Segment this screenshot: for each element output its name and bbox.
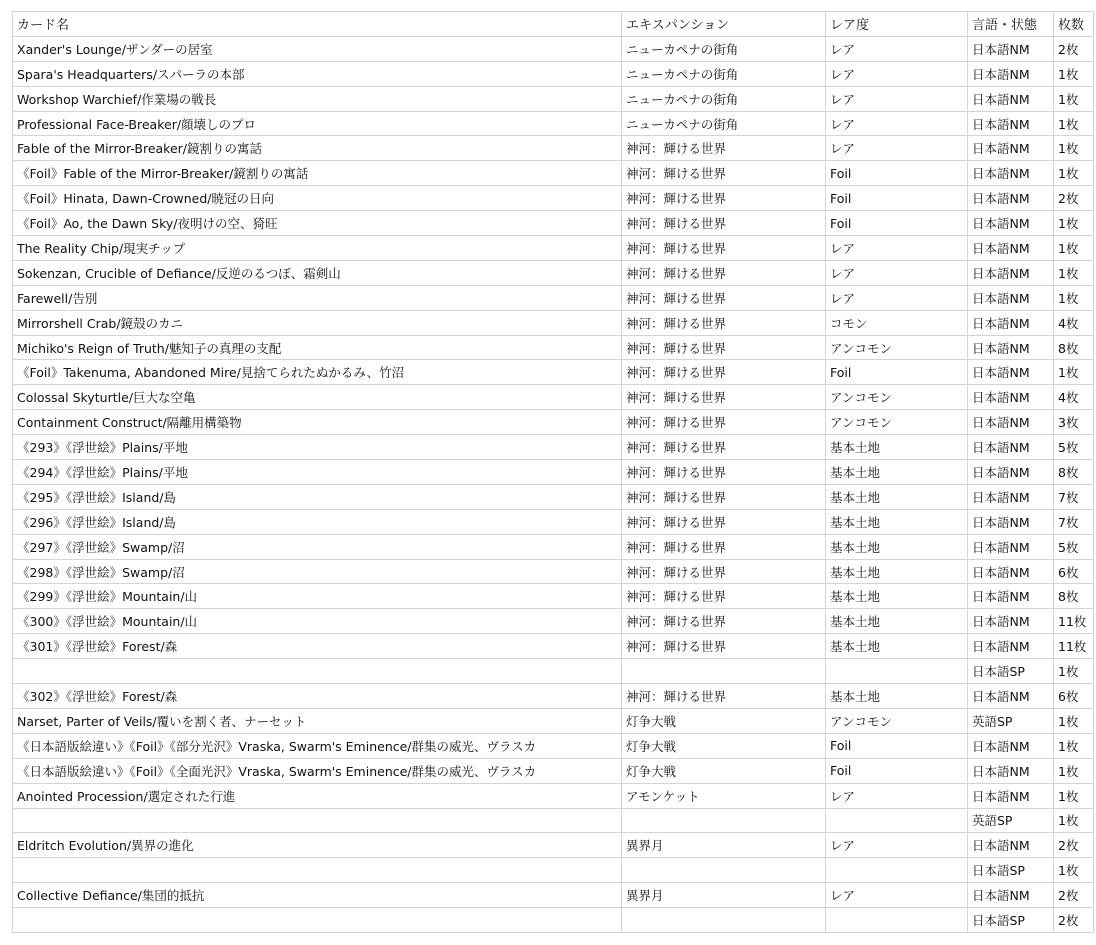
cell-rarity[interactable]: 基本土地 <box>826 460 968 485</box>
table-row <box>13 783 1094 808</box>
table-row <box>13 460 1094 485</box>
cell-language-condition[interactable]: 日本語NM <box>968 584 1054 609</box>
cell-rarity[interactable]: レア <box>826 61 968 86</box>
table-row <box>13 236 1094 261</box>
table-row <box>13 708 1094 733</box>
cell-quantity[interactable]: 2枚 <box>1054 186 1094 211</box>
cell-expansion[interactable] <box>622 908 826 933</box>
cell-rarity[interactable]: レア <box>826 86 968 111</box>
table-row <box>13 260 1094 285</box>
cell-card-name[interactable]: 《Foil》Fable of the Mirror-Breaker/鏡割りの寓話 <box>13 161 622 186</box>
header-expansion[interactable]: エキスパンション <box>622 12 826 37</box>
cell-rarity[interactable]: 基本土地 <box>826 534 968 559</box>
cell-expansion[interactable]: 神河：輝ける世界 <box>622 609 826 634</box>
cell-rarity[interactable]: レア <box>826 260 968 285</box>
cell-expansion[interactable]: アモンケット <box>622 783 826 808</box>
table-row <box>13 908 1094 933</box>
cell-quantity[interactable]: 5枚 <box>1054 435 1094 460</box>
cell-card-name[interactable]: Sokenzan, Crucible of Defiance/反逆のるつぼ、霜剣山 <box>13 260 622 285</box>
cell-card-name[interactable]: 《300》《浮世絵》Mountain/山 <box>13 609 622 634</box>
table-row <box>13 584 1094 609</box>
cell-card-name[interactable]: Eldritch Evolution/異界の進化 <box>13 833 622 858</box>
cell-expansion[interactable]: 神河：輝ける世界 <box>622 236 826 261</box>
cell-quantity[interactable]: 1枚 <box>1054 136 1094 161</box>
cell-rarity[interactable]: アンコモン <box>826 385 968 410</box>
cell-quantity[interactable]: 7枚 <box>1054 509 1094 534</box>
table-row <box>13 111 1094 136</box>
table-row <box>13 360 1094 385</box>
cell-rarity[interactable]: 基本土地 <box>826 684 968 709</box>
cell-card-name[interactable]: Containment Construct/隔離用構築物 <box>13 410 622 435</box>
cell-card-name[interactable]: 《Foil》Ao, the Dawn Sky/夜明けの空、猗旺 <box>13 211 622 236</box>
cell-language-condition[interactable]: 日本語NM <box>968 36 1054 61</box>
cell-rarity[interactable]: レア <box>826 111 968 136</box>
table-row <box>13 634 1094 659</box>
cell-quantity[interactable]: 1枚 <box>1054 360 1094 385</box>
cell-quantity[interactable]: 1枚 <box>1054 211 1094 236</box>
cell-card-name[interactable]: Farewell/告別 <box>13 285 622 310</box>
cell-expansion[interactable]: ニューカペナの街角 <box>622 36 826 61</box>
cell-quantity[interactable]: 11枚 <box>1054 609 1094 634</box>
cell-rarity[interactable]: アンコモン <box>826 708 968 733</box>
cell-quantity[interactable]: 3枚 <box>1054 410 1094 435</box>
header-language-condition[interactable]: 言語・状態 <box>968 12 1054 37</box>
cell-language-condition[interactable]: 日本語NM <box>968 161 1054 186</box>
cell-language-condition[interactable]: 日本語NM <box>968 758 1054 783</box>
cell-expansion[interactable]: 神河：輝ける世界 <box>622 186 826 211</box>
cell-rarity[interactable]: 基本土地 <box>826 634 968 659</box>
table-row <box>13 534 1094 559</box>
card-list-table <box>12 11 1094 933</box>
header-card-name[interactable]: カード名 <box>13 12 622 37</box>
cell-language-condition[interactable]: 日本語NM <box>968 86 1054 111</box>
cell-quantity[interactable]: 2枚 <box>1054 833 1094 858</box>
cell-quantity[interactable]: 11枚 <box>1054 634 1094 659</box>
cell-quantity[interactable]: 1枚 <box>1054 111 1094 136</box>
cell-expansion[interactable]: 異界月 <box>622 883 826 908</box>
cell-expansion[interactable]: 神河：輝ける世界 <box>622 360 826 385</box>
cell-language-condition[interactable]: 日本語NM <box>968 783 1054 808</box>
table-row <box>13 733 1094 758</box>
cell-rarity[interactable]: Foil <box>826 211 968 236</box>
table-row <box>13 61 1094 86</box>
cell-card-name[interactable]: Spara's Headquarters/スパーラの本部 <box>13 61 622 86</box>
cell-language-condition[interactable]: 日本語NM <box>968 136 1054 161</box>
cell-card-name[interactable]: 《297》《浮世絵》Swamp/沼 <box>13 534 622 559</box>
cell-expansion[interactable] <box>622 858 826 883</box>
cell-expansion[interactable]: 灯争大戦 <box>622 733 826 758</box>
cell-language-condition[interactable]: 日本語NM <box>968 310 1054 335</box>
cell-quantity[interactable]: 1枚 <box>1054 783 1094 808</box>
cell-quantity[interactable]: 1枚 <box>1054 86 1094 111</box>
table-row <box>13 883 1094 908</box>
cell-quantity[interactable]: 6枚 <box>1054 559 1094 584</box>
cell-rarity[interactable]: 基本土地 <box>826 435 968 460</box>
cell-language-condition[interactable]: 日本語NM <box>968 410 1054 435</box>
cell-rarity[interactable] <box>826 858 968 883</box>
cell-card-name[interactable]: 《301》《浮世絵》Forest/森 <box>13 634 622 659</box>
cell-language-condition[interactable]: 日本語NM <box>968 435 1054 460</box>
cell-rarity[interactable] <box>826 808 968 833</box>
cell-card-name[interactable]: Xander's Lounge/ザンダーの居室 <box>13 36 622 61</box>
cell-rarity[interactable]: Foil <box>826 758 968 783</box>
cell-expansion[interactable]: 神河：輝ける世界 <box>622 410 826 435</box>
cell-language-condition[interactable]: 日本語NM <box>968 111 1054 136</box>
cell-expansion[interactable]: 灯争大戦 <box>622 708 826 733</box>
cell-expansion[interactable]: 神河：輝ける世界 <box>622 534 826 559</box>
table-row <box>13 285 1094 310</box>
cell-expansion[interactable]: 灯争大戦 <box>622 758 826 783</box>
cell-rarity[interactable]: レア <box>826 36 968 61</box>
cell-expansion[interactable]: 神河：輝ける世界 <box>622 435 826 460</box>
cell-card-name[interactable]: 《Foil》Hinata, Dawn-Crowned/暁冠の日向 <box>13 186 622 211</box>
table-row <box>13 659 1094 684</box>
cell-rarity[interactable]: Foil <box>826 733 968 758</box>
cell-quantity[interactable]: 4枚 <box>1054 385 1094 410</box>
cell-quantity[interactable]: 8枚 <box>1054 584 1094 609</box>
cell-language-condition[interactable]: 英語SP <box>968 708 1054 733</box>
cell-rarity[interactable]: レア <box>826 136 968 161</box>
cell-card-name[interactable]: Professional Face-Breaker/顔壊しのプロ <box>13 111 622 136</box>
table-row <box>13 509 1094 534</box>
cell-expansion[interactable]: 異界月 <box>622 833 826 858</box>
cell-language-condition[interactable]: 日本語NM <box>968 609 1054 634</box>
cell-card-name[interactable]: 《302》《浮世絵》Forest/森 <box>13 684 622 709</box>
cell-language-condition[interactable]: 日本語NM <box>968 211 1054 236</box>
table-row <box>13 858 1094 883</box>
table-row <box>13 36 1094 61</box>
cell-expansion[interactable]: 神河：輝ける世界 <box>622 211 826 236</box>
table-row <box>13 758 1094 783</box>
cell-card-name[interactable]: Colossal Skyturtle/巨大な空亀 <box>13 385 622 410</box>
cell-card-name[interactable]: 《日本語版絵違い》《Foil》《全面光沢》Vraska, Swarm's Eminence/群集の威光、ヴラスカ <box>13 758 622 783</box>
table-row <box>13 186 1094 211</box>
cell-expansion[interactable]: 神河：輝ける世界 <box>622 559 826 584</box>
cell-expansion[interactable] <box>622 808 826 833</box>
table-row <box>13 211 1094 236</box>
cell-quantity[interactable]: 4枚 <box>1054 310 1094 335</box>
header-quantity[interactable]: 枚数 <box>1054 12 1094 37</box>
cell-card-name[interactable]: 《日本語版絵違い》《Foil》《部分光沢》Vraska, Swarm's Eminence/群集の威光、ヴラスカ <box>13 733 622 758</box>
cell-language-condition[interactable]: 日本語NM <box>968 285 1054 310</box>
cell-language-condition[interactable]: 日本語NM <box>968 733 1054 758</box>
cell-quantity[interactable]: 1枚 <box>1054 161 1094 186</box>
cell-language-condition[interactable]: 日本語NM <box>968 385 1054 410</box>
cell-quantity[interactable]: 1枚 <box>1054 708 1094 733</box>
cell-language-condition[interactable]: 日本語NM <box>968 236 1054 261</box>
cell-language-condition[interactable]: 日本語NM <box>968 534 1054 559</box>
cell-expansion[interactable]: 神河：輝ける世界 <box>622 584 826 609</box>
cell-card-name[interactable]: Fable of the Mirror-Breaker/鏡割りの寓話 <box>13 136 622 161</box>
cell-quantity[interactable]: 1枚 <box>1054 808 1094 833</box>
cell-rarity[interactable]: 基本土地 <box>826 609 968 634</box>
cell-language-condition[interactable]: 日本語NM <box>968 883 1054 908</box>
cell-card-name[interactable] <box>13 808 622 833</box>
cell-expansion[interactable]: 神河：輝ける世界 <box>622 460 826 485</box>
cell-card-name[interactable]: 《Foil》Takenuma, Abandoned Mire/見捨てられたぬかるみ、竹沼 <box>13 360 622 385</box>
cell-expansion[interactable]: 神河：輝ける世界 <box>622 260 826 285</box>
cell-card-name[interactable]: 《299》《浮世絵》Mountain/山 <box>13 584 622 609</box>
cell-card-name[interactable] <box>13 659 622 684</box>
table-row <box>13 335 1094 360</box>
cell-quantity[interactable]: 1枚 <box>1054 659 1094 684</box>
cell-rarity[interactable]: 基本土地 <box>826 584 968 609</box>
cell-language-condition[interactable]: 日本語NM <box>968 684 1054 709</box>
cell-quantity[interactable]: 1枚 <box>1054 61 1094 86</box>
cell-card-name[interactable]: Michiko's Reign of Truth/魅知子の真理の支配 <box>13 335 622 360</box>
cell-language-condition[interactable]: 日本語SP <box>968 908 1054 933</box>
cell-expansion[interactable]: 神河：輝ける世界 <box>622 310 826 335</box>
cell-rarity[interactable]: アンコモン <box>826 410 968 435</box>
table-row <box>13 833 1094 858</box>
cell-language-condition[interactable]: 日本語NM <box>968 260 1054 285</box>
cell-quantity[interactable]: 7枚 <box>1054 484 1094 509</box>
cell-language-condition[interactable]: 日本語SP <box>968 858 1054 883</box>
cell-card-name[interactable]: Workshop Warchief/作業場の戦長 <box>13 86 622 111</box>
cell-rarity[interactable]: レア <box>826 883 968 908</box>
cell-rarity[interactable]: アンコモン <box>826 335 968 360</box>
cell-language-condition[interactable]: 日本語NM <box>968 559 1054 584</box>
table-row <box>13 161 1094 186</box>
cell-quantity[interactable]: 2枚 <box>1054 36 1094 61</box>
cell-language-condition[interactable]: 日本語NM <box>968 360 1054 385</box>
cell-card-name[interactable] <box>13 858 622 883</box>
cell-language-condition[interactable]: 日本語NM <box>968 833 1054 858</box>
cell-expansion[interactable]: 神河：輝ける世界 <box>622 385 826 410</box>
cell-expansion[interactable]: 神河：輝ける世界 <box>622 684 826 709</box>
table-row <box>13 484 1094 509</box>
table-row <box>13 609 1094 634</box>
table-row <box>13 435 1094 460</box>
cell-card-name[interactable]: Anointed Procession/選定された行進 <box>13 783 622 808</box>
table-row <box>13 410 1094 435</box>
cell-rarity[interactable] <box>826 908 968 933</box>
cell-rarity[interactable]: 基本土地 <box>826 484 968 509</box>
cell-quantity[interactable]: 6枚 <box>1054 684 1094 709</box>
cell-rarity[interactable]: 基本土地 <box>826 559 968 584</box>
cell-card-name[interactable]: Collective Defiance/集団的抵抗 <box>13 883 622 908</box>
cell-expansion[interactable]: 神河：輝ける世界 <box>622 335 826 360</box>
cell-card-name[interactable]: 《294》《浮世絵》Plains/平地 <box>13 460 622 485</box>
cell-expansion[interactable]: ニューカペナの街角 <box>622 61 826 86</box>
cell-quantity[interactable]: 2枚 <box>1054 908 1094 933</box>
cell-rarity[interactable]: レア <box>826 833 968 858</box>
cell-card-name[interactable]: 《296》《浮世絵》Island/島 <box>13 509 622 534</box>
cell-quantity[interactable]: 1枚 <box>1054 858 1094 883</box>
cell-expansion[interactable]: 神河：輝ける世界 <box>622 285 826 310</box>
cell-expansion[interactable]: ニューカペナの街角 <box>622 86 826 111</box>
cell-rarity[interactable]: Foil <box>826 360 968 385</box>
cell-language-condition[interactable]: 日本語SP <box>968 659 1054 684</box>
cell-language-condition[interactable]: 日本語NM <box>968 460 1054 485</box>
cell-rarity[interactable]: レア <box>826 783 968 808</box>
cell-language-condition[interactable]: 英語SP <box>968 808 1054 833</box>
cell-quantity[interactable]: 1枚 <box>1054 260 1094 285</box>
cell-card-name[interactable]: The Reality Chip/現実チップ <box>13 236 622 261</box>
cell-expansion[interactable]: 神河：輝ける世界 <box>622 136 826 161</box>
cell-expansion[interactable]: 神河：輝ける世界 <box>622 484 826 509</box>
cell-expansion[interactable]: 神河：輝ける世界 <box>622 509 826 534</box>
cell-quantity[interactable]: 2枚 <box>1054 883 1094 908</box>
cell-card-name[interactable]: 《293》《浮世絵》Plains/平地 <box>13 435 622 460</box>
cell-card-name[interactable]: 《295》《浮世絵》Island/島 <box>13 484 622 509</box>
cell-rarity[interactable]: Foil <box>826 161 968 186</box>
cell-card-name[interactable] <box>13 908 622 933</box>
cell-rarity[interactable]: レア <box>826 236 968 261</box>
cell-expansion[interactable]: ニューカペナの街角 <box>622 111 826 136</box>
cell-rarity[interactable]: レア <box>826 285 968 310</box>
cell-rarity[interactable]: 基本土地 <box>826 509 968 534</box>
header-row <box>13 12 1094 37</box>
cell-language-condition[interactable]: 日本語NM <box>968 634 1054 659</box>
cell-card-name[interactable]: 《298》《浮世絵》Swamp/沼 <box>13 559 622 584</box>
table-row <box>13 808 1094 833</box>
cell-quantity[interactable]: 1枚 <box>1054 285 1094 310</box>
cell-language-condition[interactable]: 日本語NM <box>968 61 1054 86</box>
table-row <box>13 684 1094 709</box>
header-rarity[interactable]: レア度 <box>826 12 968 37</box>
cell-quantity[interactable]: 5枚 <box>1054 534 1094 559</box>
cell-rarity[interactable]: コモン <box>826 310 968 335</box>
cell-quantity[interactable]: 8枚 <box>1054 460 1094 485</box>
cell-language-condition[interactable]: 日本語NM <box>968 186 1054 211</box>
table-row <box>13 86 1094 111</box>
cell-quantity[interactable]: 8枚 <box>1054 335 1094 360</box>
cell-expansion[interactable] <box>622 659 826 684</box>
cell-language-condition[interactable]: 日本語NM <box>968 484 1054 509</box>
cell-card-name[interactable]: Narset, Parter of Veils/覆いを割く者、ナーセット <box>13 708 622 733</box>
cell-rarity[interactable]: Foil <box>826 186 968 211</box>
cell-expansion[interactable]: 神河：輝ける世界 <box>622 161 826 186</box>
table-row <box>13 559 1094 584</box>
cell-rarity[interactable] <box>826 659 968 684</box>
table-row <box>13 310 1094 335</box>
cell-quantity[interactable]: 1枚 <box>1054 758 1094 783</box>
cell-quantity[interactable]: 1枚 <box>1054 236 1094 261</box>
cell-expansion[interactable]: 神河：輝ける世界 <box>622 634 826 659</box>
cell-quantity[interactable]: 1枚 <box>1054 733 1094 758</box>
table-row <box>13 385 1094 410</box>
cell-language-condition[interactable]: 日本語NM <box>968 509 1054 534</box>
table-row <box>13 136 1094 161</box>
cell-card-name[interactable]: Mirrorshell Crab/鏡殻のカニ <box>13 310 622 335</box>
cell-language-condition[interactable]: 日本語NM <box>968 335 1054 360</box>
